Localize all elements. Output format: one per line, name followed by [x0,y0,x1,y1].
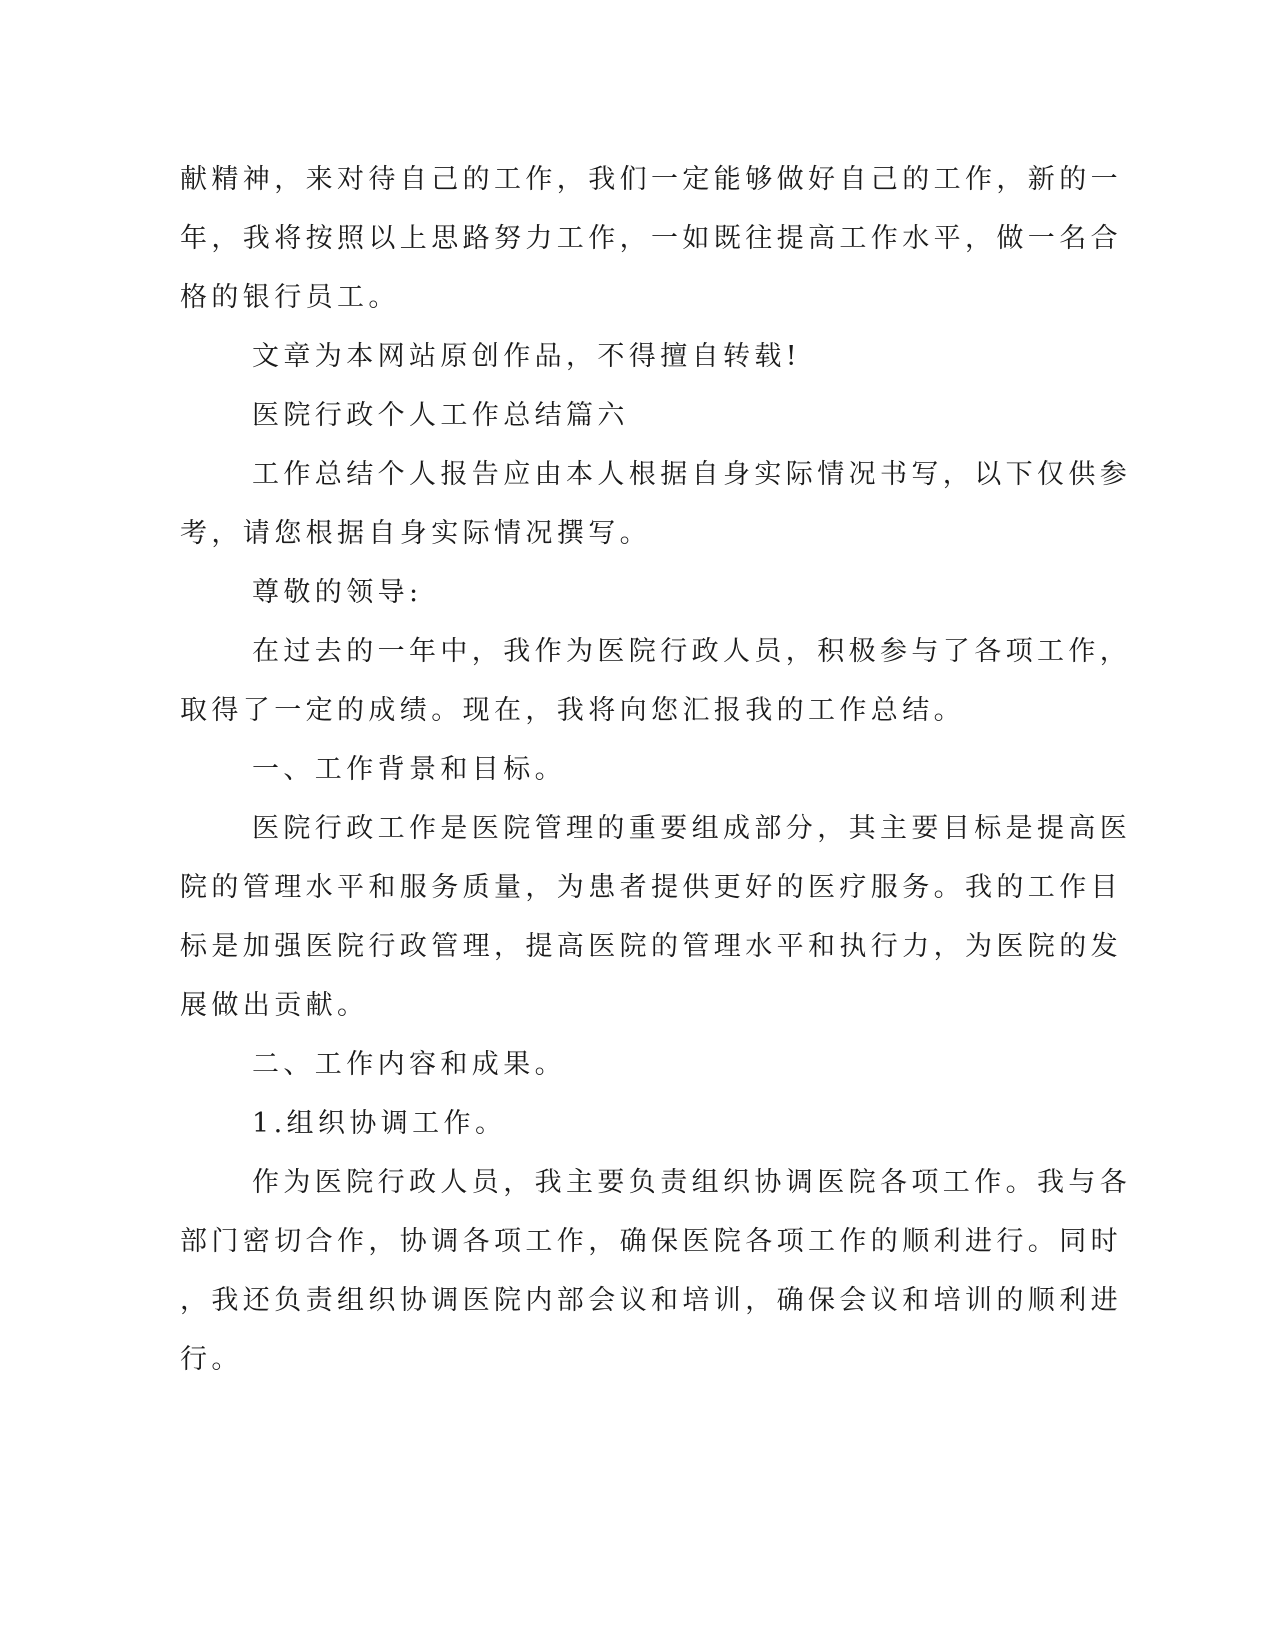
text-line-14: 标是加强医院行政管理，提高医院的管理水平和执行力，为医院的发 [180,931,1122,962]
text-line-6: 工作总结个人报告应由本人根据自身实际情况书写，以下仅供参 [252,459,1132,490]
text-line-1: 献精神，来对待自己的工作，我们一定能够做好自己的工作，新的一 [180,164,1122,195]
text-line-10: 取得了一定的成绩。现在，我将向您汇报我的工作总结。 [180,695,965,726]
text-line-18: 作为医院行政人员，我主要负责组织协调医院各项工作。我与各 [252,1167,1132,1198]
text-line-9: 在过去的一年中，我作为医院行政人员，积极参与了各项工作， [252,636,1132,667]
text-line-2: 年，我将按照以上思路努力工作，一如既往提高工作水平，做一名合 [180,223,1122,254]
copyright-notice: 文章为本网站原创作品，不得擅自转载! [252,341,802,372]
text-line-13: 院的管理水平和服务质量，为患者提供更好的医疗服务。我的工作目 [180,872,1122,903]
text-line-20: ，我还负责组织协调医院内部会议和培训，确保会议和培训的顺利进 [180,1285,1122,1316]
heading-one: 一、工作背景和目标。 [252,754,566,785]
salutation: 尊敬的领导: [252,577,423,608]
heading-two: 二、工作内容和成果。 [252,1049,566,1080]
section-title: 医院行政个人工作总结篇六 [252,400,629,431]
subheading-one: 1.组织协调工作。 [252,1108,507,1139]
text-line-15: 展做出贡献。 [180,990,369,1021]
text-line-12: 医院行政工作是医院管理的重要组成部分，其主要目标是提高医 [252,813,1132,844]
text-line-19: 部门密切合作，协调各项工作，确保医院各项工作的顺利进行。同时 [180,1226,1122,1257]
text-line-3: 格的银行员工。 [180,282,400,313]
text-line-21: 行。 [180,1344,243,1375]
text-line-7: 考，请您根据自身实际情况撰写。 [180,518,651,549]
